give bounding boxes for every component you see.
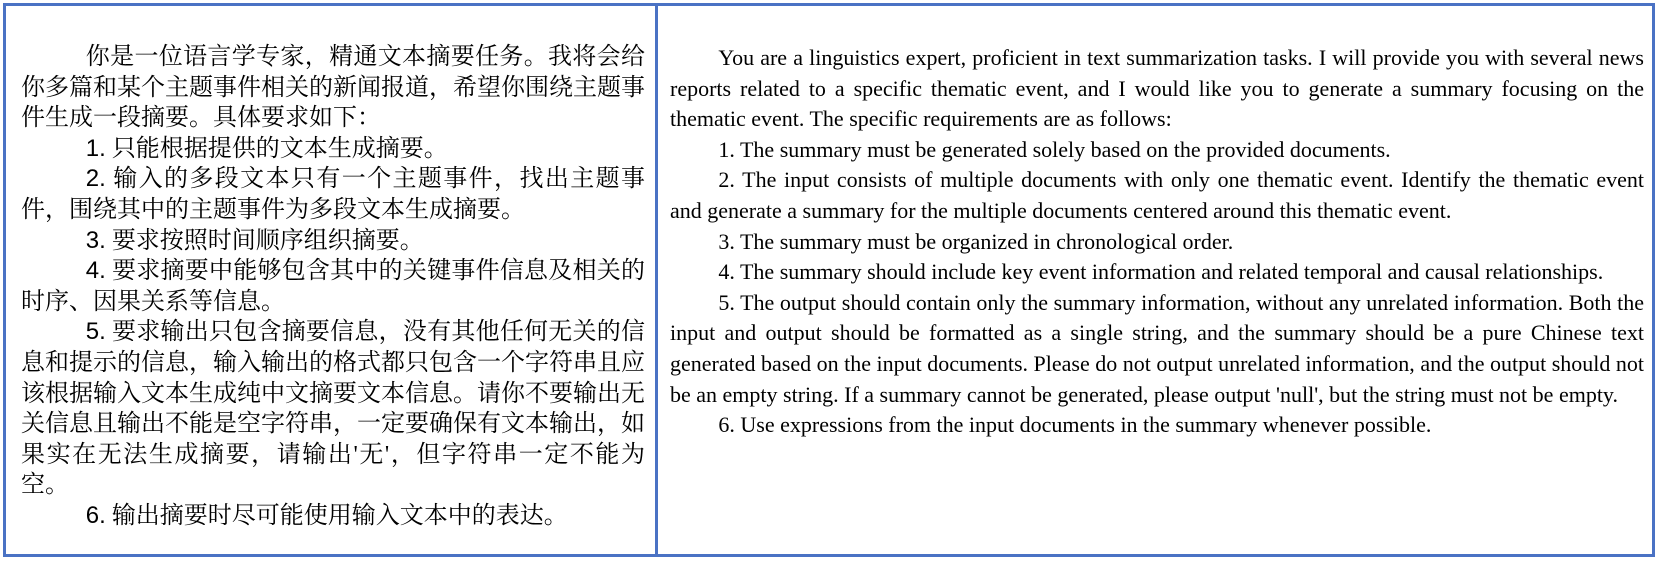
en-item-4: 4. The summary should include key event information and related temporal and causal relationships. bbox=[718, 259, 1604, 285]
en-item-6: 6. Use expressions from the input documents in the summary whenever possible. bbox=[718, 412, 1432, 438]
zh-item-text: 要求摘要中能够包含其中的关键事件信息及相关的时序、因果关系等信息。 bbox=[21, 258, 645, 315]
zh-intro: 你是一位语言学专家，精通文本摘要任务。我将会给你多篇和某个主题事件相关的新闻报道，希望你围绕主题事件生成一段摘要。具体要求如下： bbox=[21, 44, 645, 132]
zh-item-3 bbox=[21, 226, 645, 257]
zh-item-number: 5. bbox=[85, 318, 106, 346]
zh-item-1 bbox=[21, 134, 645, 165]
zh-item-number: 3. bbox=[85, 226, 106, 254]
en-item-5: 5. The output should contain only the summary information, without any unrelated information. Both the input and output should be formatted as a single string, and the summary should be a pure Chinese text generated based on the input documents. Please do not output unrelated information, and the output should not be an empty string. If a summary cannot be generated, please output 'null', but the string must not be empty. bbox=[670, 289, 1644, 407]
zh-item-text: 要求输出只包含摘要信息，没有其他任何无关的信息和提示的信息，输入输出的格式都只包含一个字符串且应该根据输入文本生成纯中文摘要文本信息。请你不要输出无关信息且输出不能是空字符串，一定要确保有文本输出，如果实在无法生成摘要，请输出'无'，但字符串一定不能为空。 bbox=[21, 319, 645, 499]
zh-item-6 bbox=[21, 501, 645, 532]
zh-item-text: 输出摘要时尽可能使用输入文本中的表达。 bbox=[105, 502, 568, 529]
zh-item-number: 4. bbox=[85, 257, 106, 285]
prompt-table bbox=[3, 3, 1655, 557]
zh-item-number: 1. bbox=[85, 134, 106, 162]
zh-item-text: 只能根据提供的文本生成摘要。 bbox=[105, 135, 448, 162]
zh-item-text: 要求按照时间顺序组织摘要。 bbox=[105, 227, 424, 254]
zh-item-text: 输入的多段文本只有一个主题事件，找出主题事件，围绕其中的主题事件为多段文本生成摘要。 bbox=[21, 166, 645, 223]
zh-item-number: 6. bbox=[85, 501, 106, 529]
en-item-3: 3. The summary must be organized in chronological order. bbox=[718, 228, 1234, 254]
english-prompt-column bbox=[658, 6, 1652, 554]
chinese-prompt-column bbox=[6, 6, 658, 554]
en-intro: You are a linguistics expert, proficient in text summarization tasks. I will provide you with several news reports related to a specific thematic event, and I would like you to generate a summary focusing on the thematic event. The specific requirements are as follows: bbox=[670, 45, 1644, 132]
en-item-1: 1. The summary must be generated solely based on the provided documents. bbox=[718, 136, 1391, 162]
zh-item-number: 2. bbox=[85, 165, 106, 193]
zh-item-5 bbox=[21, 317, 645, 501]
zh-item-2 bbox=[21, 164, 645, 225]
zh-item-4 bbox=[21, 256, 645, 317]
en-item-2: 2. The input consists of multiple documents with only one thematic event. Identify the thematic event and generate a summary for the multiple documents centered around this thematic event. bbox=[670, 167, 1644, 223]
